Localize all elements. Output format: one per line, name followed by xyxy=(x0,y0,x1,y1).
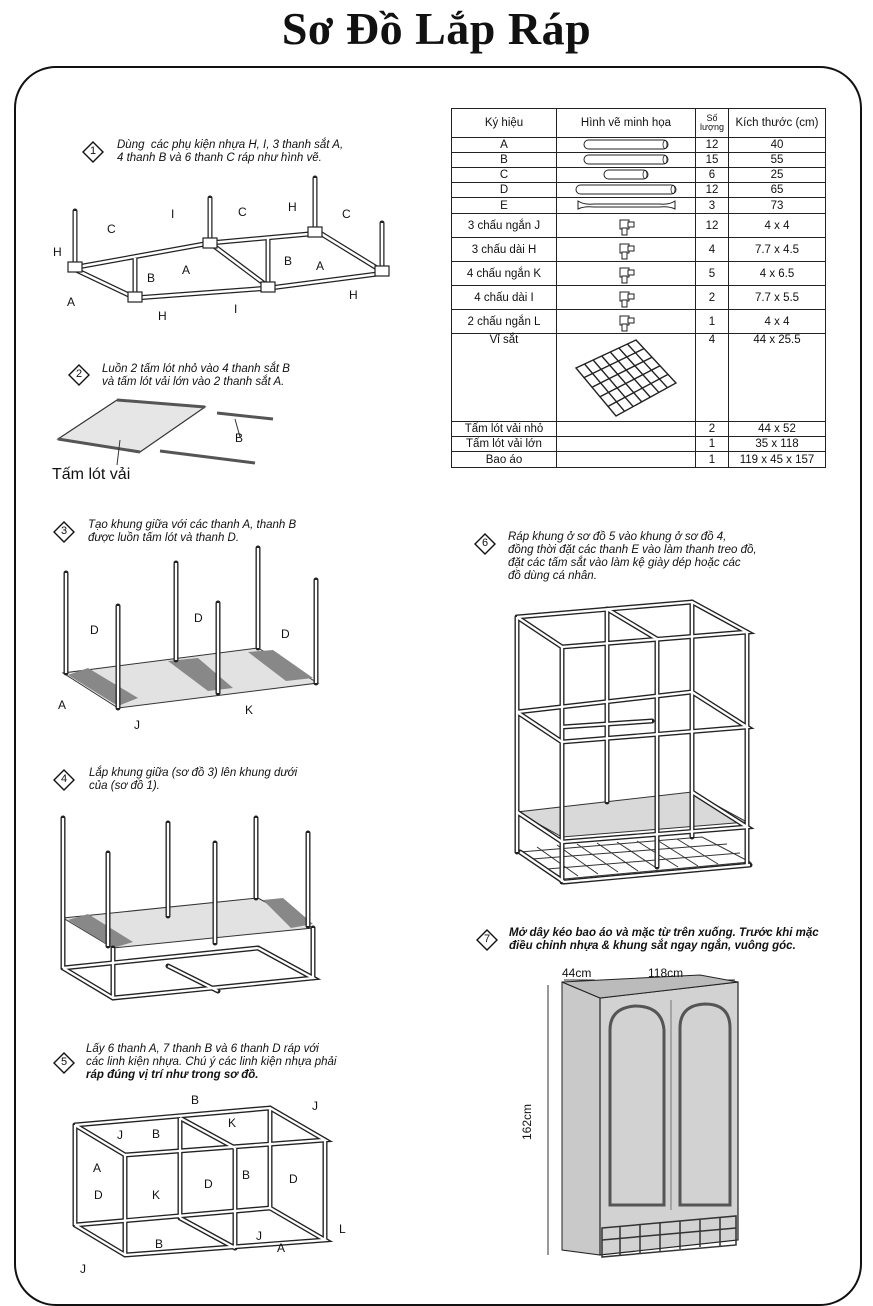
tube-icon xyxy=(574,169,679,181)
label-a: A xyxy=(67,295,76,309)
step-2-badge: 2 xyxy=(68,364,90,386)
cell-symbol: Vỉ sắt xyxy=(452,334,557,422)
cell-qty: 1 xyxy=(696,310,729,334)
tube-icon xyxy=(574,184,679,196)
dim-depth: 44cm xyxy=(562,966,592,980)
label-a: A xyxy=(58,698,67,712)
cell-qty: 15 xyxy=(696,153,729,168)
cell-qty: 3 xyxy=(696,198,729,214)
cell-size: 4 x 4 xyxy=(729,214,826,238)
page-title: Sơ Đồ Lắp Ráp xyxy=(281,3,592,54)
cell-symbol: A xyxy=(452,138,557,153)
cell-qty: 12 xyxy=(696,214,729,238)
table-row xyxy=(452,437,826,452)
step-6-text: Ráp khung ở sơ đồ 5 vào khung ở sơ đồ 4, đồng thời đặt các thanh E vào làm thanh treo đồ, đặt các tấm sắt vào làm kệ giày dép hoặc các đồ dùng cá nhân. xyxy=(508,531,757,582)
step-6-badge: 6 xyxy=(474,533,496,555)
cell-illustration xyxy=(557,238,696,262)
cell-symbol: D xyxy=(452,183,557,198)
cell-symbol: 4 chấu ngắn K xyxy=(452,262,557,286)
table-row xyxy=(452,168,826,183)
cell-illustration xyxy=(557,437,696,452)
table-row xyxy=(452,262,826,286)
label-c: C xyxy=(107,222,116,236)
table-row xyxy=(452,422,826,437)
label-h: H xyxy=(288,200,297,214)
connector-icon xyxy=(616,220,636,232)
table-header-row xyxy=(452,109,826,138)
cell-size: 25 xyxy=(729,168,826,183)
header-qty: Số lượng xyxy=(696,109,729,138)
cell-size: 65 xyxy=(729,183,826,198)
cell-illustration xyxy=(557,262,696,286)
cell-size: 7.7 x 4.5 xyxy=(729,238,826,262)
cell-qty: 12 xyxy=(696,138,729,153)
label-b: B xyxy=(155,1237,164,1251)
step-7-badge: 7 xyxy=(476,929,498,951)
cell-size: 7.7 x 5.5 xyxy=(729,286,826,310)
table-row xyxy=(452,238,826,262)
cell-symbol: 2 chấu ngắn L xyxy=(452,310,557,334)
cell-symbol: E xyxy=(452,198,557,214)
label-d: D xyxy=(194,611,203,625)
table-row xyxy=(452,452,826,468)
label-i: I xyxy=(234,302,238,316)
label-d: D xyxy=(289,1172,298,1186)
label-h: H xyxy=(349,288,358,302)
cell-size: 35 x 118 xyxy=(729,437,826,452)
cell-qty: 1 xyxy=(696,452,729,468)
cell-qty: 2 xyxy=(696,422,729,437)
table-row xyxy=(452,214,826,238)
header-symbol: Ký hiệu xyxy=(452,109,557,138)
label-d: D xyxy=(90,623,99,637)
label-h: H xyxy=(158,309,167,323)
cell-size: 55 xyxy=(729,153,826,168)
cell-illustration xyxy=(557,168,696,183)
header-illustration: Hình vẽ minh họa xyxy=(557,109,696,138)
label-h: H xyxy=(53,245,62,259)
step-7-text: Mở dây kéo bao áo và mặc từ trên xuống. Trước khi mặc điều chỉnh nhựa & khung sắt ngay ngắn, vuông góc. xyxy=(509,927,819,952)
cell-illustration xyxy=(557,198,696,214)
cell-illustration xyxy=(557,452,696,468)
connector-icon xyxy=(616,316,636,328)
table-row xyxy=(452,153,826,168)
cell-size: 44 x 25.5 xyxy=(729,334,826,422)
table-row xyxy=(452,138,826,153)
label-k: K xyxy=(228,1116,237,1130)
label-j: J xyxy=(134,718,140,732)
step-6-wardrobe-frame-drawing xyxy=(512,597,757,892)
cell-size: 4 x 6.5 xyxy=(729,262,826,286)
cell-symbol: 3 chấu dài H xyxy=(452,238,557,262)
cell-qty: 4 xyxy=(696,238,729,262)
cell-size: 40 xyxy=(729,138,826,153)
cell-qty: 2 xyxy=(696,286,729,310)
table-row xyxy=(452,286,826,310)
step-1-text: Dùng các phụ kiện nhựa H, I, 3 thanh sắt A, 4 thanh B và 6 thanh C ráp như hình vẽ. xyxy=(117,139,344,164)
label-b: B xyxy=(284,254,293,268)
header-size: Kích thước (cm) xyxy=(729,109,826,138)
label-i: I xyxy=(171,207,175,221)
cell-qty: 1 xyxy=(696,437,729,452)
cell-symbol: B xyxy=(452,153,557,168)
step-2-caption: Tấm lót vải xyxy=(52,466,131,483)
step-5-text: Lấy 6 thanh A, 7 thanh B và 6 thanh D ráp với các linh kiện nhựa. Chú ý các linh kiện nhựa phải ráp đúng vị trí như trong sơ đồ. xyxy=(86,1043,337,1081)
step-1-frame-drawing xyxy=(50,178,390,328)
cell-qty: 12 xyxy=(696,183,729,198)
label-d: D xyxy=(94,1188,103,1202)
step-4-badge: 4 xyxy=(53,769,75,791)
label-a: A xyxy=(182,263,191,277)
label-l: L xyxy=(339,1222,346,1236)
step-1-badge: 1 xyxy=(82,141,104,163)
step-2-text: Luồn 2 tấm lót nhỏ vào 4 thanh sắt B và tấm lót vải lớn vào 2 thanh sắt A. xyxy=(102,363,290,388)
cell-symbol: Tấm lót vải lớn xyxy=(452,437,557,452)
cell-illustration xyxy=(557,138,696,153)
step-7-wardrobe-cover-drawing xyxy=(540,970,755,1270)
label-b: B xyxy=(191,1093,200,1107)
step-4-frame-drawing xyxy=(58,818,328,1008)
label-d: D xyxy=(281,627,290,641)
cell-illustration xyxy=(557,183,696,198)
cell-qty: 6 xyxy=(696,168,729,183)
step-3-badge: 3 xyxy=(53,521,75,543)
cell-illustration xyxy=(557,286,696,310)
cell-qty: 5 xyxy=(696,262,729,286)
cell-illustration xyxy=(557,310,696,334)
parts-table xyxy=(451,108,826,468)
label-a: A xyxy=(93,1161,102,1175)
connector-icon xyxy=(616,268,636,280)
table-row xyxy=(452,310,826,334)
label-k: K xyxy=(152,1188,161,1202)
table-row xyxy=(452,198,826,214)
label-b: B xyxy=(147,271,156,285)
label-c: C xyxy=(342,207,351,221)
dim-height: 162cm xyxy=(520,1103,534,1140)
table-row xyxy=(452,334,826,422)
cell-illustration xyxy=(557,334,696,422)
cell-symbol: Tấm lót vải nhỏ xyxy=(452,422,557,437)
cell-size: 4 x 4 xyxy=(729,310,826,334)
cell-illustration xyxy=(557,153,696,168)
cell-illustration xyxy=(557,214,696,238)
cell-symbol: 3 chấu ngắn J xyxy=(452,214,557,238)
dim-width: 118cm xyxy=(648,966,684,980)
label-k: K xyxy=(245,703,254,717)
label-j: J xyxy=(312,1099,318,1113)
label-d: D xyxy=(204,1177,213,1191)
cell-symbol: C xyxy=(452,168,557,183)
wire-grid-icon xyxy=(571,372,681,384)
label-j: J xyxy=(117,1128,123,1142)
step-4-text: Lắp khung giữa (sơ đồ 3) lên khung dưới của (sơ đồ 1). xyxy=(89,767,298,792)
label-j: J xyxy=(80,1262,86,1276)
table-row xyxy=(452,183,826,198)
cell-symbol: Bao áo xyxy=(452,452,557,468)
cell-size: 119 x 45 x 157 xyxy=(729,452,826,468)
cell-symbol: 4 chấu dài I xyxy=(452,286,557,310)
connector-icon xyxy=(616,244,636,256)
label-a: A xyxy=(316,259,325,273)
label-c: C xyxy=(238,205,247,219)
step-5-badge: 5 xyxy=(53,1052,75,1074)
label-b: B xyxy=(242,1168,251,1182)
step-3-text: Tạo khung giữa với các thanh A, thanh B được luồn tấm lót và thanh D. xyxy=(88,519,297,544)
tube-icon xyxy=(574,154,679,166)
tube-icon xyxy=(574,139,679,151)
label-j: J xyxy=(256,1229,262,1243)
label-b: B xyxy=(235,431,244,445)
label-b: B xyxy=(152,1127,161,1141)
cell-qty: 4 xyxy=(696,334,729,422)
label-a: A xyxy=(277,1241,286,1255)
hanger-bar-icon xyxy=(574,200,679,212)
cell-size: 73 xyxy=(729,198,826,214)
cell-size: 44 x 52 xyxy=(729,422,826,437)
cell-illustration xyxy=(557,422,696,437)
connector-icon xyxy=(616,292,636,304)
